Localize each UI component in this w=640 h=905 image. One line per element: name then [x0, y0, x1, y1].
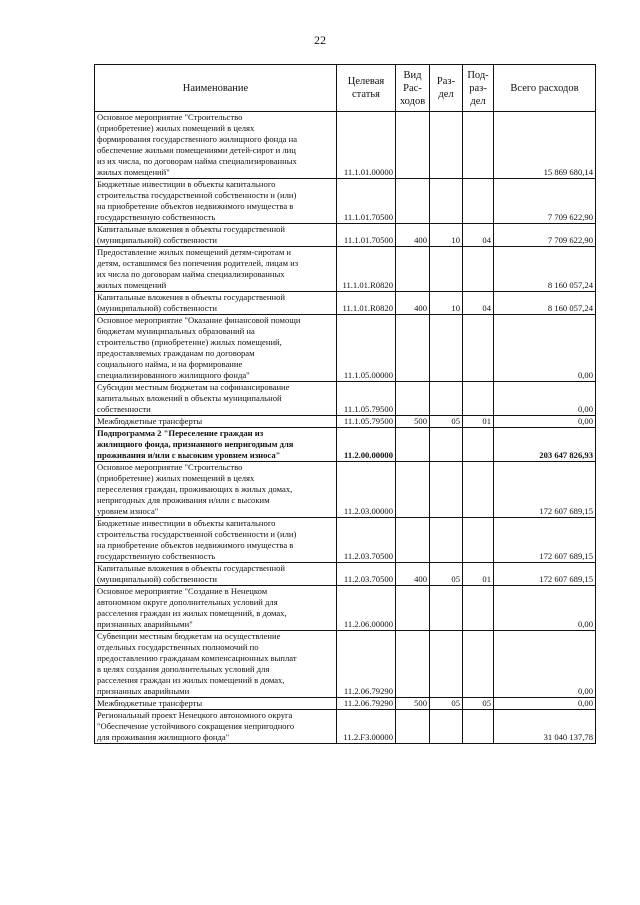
row-code-cell: 11.1.01.70500: [337, 224, 396, 247]
row-name-line: на приобретение объектов недвижимого имущества в: [97, 540, 294, 550]
row-name-line: для проживания жилищного фонда": [97, 732, 230, 742]
table-body: [95, 112, 596, 744]
header-section: [430, 65, 463, 112]
row-name-line: уровнем износа": [97, 506, 159, 516]
row-code-cell: 11.2.03.00000: [337, 462, 396, 518]
row-section-cell: [430, 428, 463, 462]
table-row: [95, 247, 596, 292]
row-name-line: детям, оставшимся без попечения родителей, лицам из: [97, 258, 299, 268]
table-row: [95, 416, 596, 428]
row-name-cell: [95, 315, 337, 382]
row-name-line: предоставляемых гражданам по договорам: [97, 348, 255, 358]
row-section-cell: [430, 586, 463, 631]
row-kind-cell: [396, 518, 430, 563]
row-name-cell: [95, 563, 337, 586]
row-kind-cell: [396, 382, 430, 416]
header-name: Наименование: [95, 65, 337, 112]
row-name-line: Бюджетные инвестиции в объекты капитального: [97, 518, 276, 528]
row-name-cell: [95, 416, 337, 428]
row-kind-cell: [396, 586, 430, 631]
row-subsection-cell: [463, 247, 494, 292]
row-name-line: Подпрограмма 2 "Переселение граждан из: [97, 428, 264, 438]
row-name-line: Бюджетные инвестиции в объекты капитального: [97, 179, 276, 189]
row-name-line: Основное мероприятие "Создание в Ненецком: [97, 586, 268, 596]
row-kind-cell: [396, 179, 430, 224]
row-total-cell: 172 607 689,15: [494, 563, 596, 586]
row-kind-cell: [396, 631, 430, 698]
row-subsection-cell: [463, 710, 494, 744]
row-subsection-cell: 01: [463, 563, 494, 586]
row-subsection-cell: 04: [463, 224, 494, 247]
row-total-cell: 8 160 057,24: [494, 292, 596, 315]
row-name-cell: [95, 428, 337, 462]
row-name-line: строительства государственной собственности и (или): [97, 529, 297, 539]
row-name-line: (муниципальной) собственности: [97, 574, 217, 584]
row-subsection-cell: 04: [463, 292, 494, 315]
row-code-cell: 11.1.05.00000: [337, 315, 396, 382]
row-name-line: (муниципальной) собственности: [97, 303, 217, 313]
row-name-line: Предоставление жилых помещений детям-сиротам и: [97, 247, 292, 257]
header-section-line: дел: [438, 89, 454, 100]
row-total-cell: 8 160 057,24: [494, 247, 596, 292]
row-subsection-cell: [463, 586, 494, 631]
header-section-line: Раз-: [436, 76, 456, 87]
row-subsection-cell: [463, 518, 494, 563]
row-section-cell: [430, 631, 463, 698]
table-row: [95, 631, 596, 698]
row-section-cell: 10: [430, 224, 463, 247]
header-kind-line: Вид: [403, 69, 422, 81]
row-code-cell: 11.1.01.R0820: [337, 247, 396, 292]
row-name-line: Капитальные вложения в объекты государственной: [97, 563, 285, 573]
table-header-row: [95, 65, 596, 112]
row-name-line: в целях создания дополнительных условий для: [97, 664, 270, 674]
row-total-cell: 7 709 622,90: [494, 224, 596, 247]
row-total-cell: 172 607 689,15: [494, 462, 596, 518]
row-subsection-cell: [463, 112, 494, 179]
row-name-line: (приобретение) жилых помещений в целях: [97, 473, 255, 483]
row-section-cell: [430, 112, 463, 179]
row-name-line: Межбюджетные трансферты: [97, 698, 203, 708]
row-code-cell: 11.2.06.79290: [337, 631, 396, 698]
row-total-cell: 15 869 680,14: [494, 112, 596, 179]
row-name-line: специализированного жилищного фонда": [97, 370, 250, 380]
row-code-cell: 11.1.01.70500: [337, 179, 396, 224]
row-section-cell: [430, 462, 463, 518]
header-kind: [396, 65, 430, 112]
budget-table: [94, 64, 596, 744]
row-kind-cell: [396, 710, 430, 744]
row-name-line: непригодных для проживания и/или с высоким: [97, 495, 270, 505]
row-name-line: Основное мероприятие "Строительство: [97, 462, 243, 472]
table-row: [95, 382, 596, 416]
row-section-cell: [430, 315, 463, 382]
row-subsection-cell: [463, 631, 494, 698]
table-row: [95, 224, 596, 247]
row-section-cell: 05: [430, 563, 463, 586]
row-name-line: строительства государственной собственности и (или): [97, 190, 297, 200]
header-code-line: статья: [352, 89, 380, 100]
row-name-line: их числа по договорам найма специализированных: [97, 269, 285, 279]
row-name-line: жилищного фонда, признанного непригодным для: [97, 439, 294, 449]
row-section-cell: 05: [430, 698, 463, 710]
page-number: 22: [314, 33, 326, 47]
row-name-line: Основное мероприятие "Строительство: [97, 112, 243, 122]
row-name-line: государственную собственность: [97, 212, 216, 222]
row-kind-cell: 400: [396, 292, 430, 315]
row-name-line: признанных аварийными: [97, 686, 190, 696]
row-name-line: Капитальные вложения в объекты государственной: [97, 292, 285, 302]
row-kind-cell: [396, 462, 430, 518]
row-kind-cell: [396, 247, 430, 292]
table-row: [95, 179, 596, 224]
row-total-cell: 172 607 689,15: [494, 518, 596, 563]
table-row: [95, 112, 596, 179]
row-name-line: предоставлению гражданам компенсационных выплат: [97, 653, 297, 663]
row-total-cell: 31 040 137,78: [494, 710, 596, 744]
table-row: [95, 292, 596, 315]
row-name-line: Основное мероприятие "Оказание финансовой помощи: [97, 315, 301, 325]
row-name-line: Субсидии местным бюджетам на софинансирование: [97, 382, 290, 392]
row-kind-cell: 400: [396, 224, 430, 247]
row-kind-cell: [396, 428, 430, 462]
row-total-cell: 0,00: [494, 382, 596, 416]
table-row: [95, 698, 596, 710]
row-section-cell: 10: [430, 292, 463, 315]
row-total-cell: 0,00: [494, 698, 596, 710]
row-name-line: расселения граждан из жилых помещений в домах,: [97, 675, 285, 685]
row-name-line: обеспечение жильми помещениями детей-сирот и лиц: [97, 145, 296, 155]
row-section-cell: 05: [430, 416, 463, 428]
table-row: [95, 428, 596, 462]
row-name-cell: [95, 292, 337, 315]
row-name-line: расселения граждан из жилых помещений, в домах,: [97, 608, 287, 618]
row-subsection-cell: [463, 382, 494, 416]
row-code-cell: 11.1.05.79500: [337, 416, 396, 428]
row-name-line: переселения граждан, проживающих в жилых домах,: [97, 484, 293, 494]
row-total-cell: 0,00: [494, 631, 596, 698]
row-name-line: на приобретение объектов недвижимого имущества в: [97, 201, 294, 211]
header-total: Всего расходов: [494, 65, 596, 112]
row-name-cell: [95, 462, 337, 518]
row-name-line: бюджетам муниципальных образований на: [97, 326, 255, 336]
row-total-cell: 0,00: [494, 315, 596, 382]
row-name-line: социального найма, и на формирование: [97, 359, 243, 369]
row-section-cell: [430, 710, 463, 744]
row-code-cell: 11.2.06.00000: [337, 586, 396, 631]
table-row: [95, 315, 596, 382]
row-name-cell: [95, 224, 337, 247]
row-subsection-cell: [463, 428, 494, 462]
row-name-line: проживания и/или с высоким уровнем износа": [97, 450, 281, 460]
row-code-cell: 11.1.05.79500: [337, 382, 396, 416]
row-total-cell: 203 647 826,93: [494, 428, 596, 462]
row-name-line: Субвенции местным бюджетам на осуществление: [97, 631, 281, 641]
row-name-line: (муниципальной) собственности: [97, 235, 217, 245]
row-code-cell: 11.2.F3.00000: [337, 710, 396, 744]
row-code-cell: 11.2.03.70500: [337, 563, 396, 586]
row-kind-cell: 500: [396, 698, 430, 710]
row-name-line: жилых помещений": [97, 167, 170, 177]
row-name-line: государственную собственность: [97, 551, 216, 561]
row-code-cell: 11.1.01.00000: [337, 112, 396, 179]
row-name-line: автономном округе дополнительных условий для: [97, 597, 278, 607]
header-code: [337, 65, 396, 112]
row-code-cell: 11.2.03.70500: [337, 518, 396, 563]
row-name-line: Капитальные вложения в объекты государственной: [97, 224, 285, 234]
row-subsection-cell: [463, 179, 494, 224]
row-name-line: собственности: [97, 404, 151, 414]
row-name-line: отдельных государственных полномочий по: [97, 642, 259, 652]
row-name-line: Региональный проект Ненецкого автономного округа: [97, 710, 293, 720]
header-code-line: Целевая: [347, 76, 385, 87]
row-kind-cell: 500: [396, 416, 430, 428]
row-name-cell: [95, 631, 337, 698]
row-name-line: "Обеспечение устойчивого сокращения непригодного: [97, 721, 295, 731]
row-kind-cell: [396, 315, 430, 382]
row-section-cell: [430, 179, 463, 224]
row-total-cell: 7 709 622,90: [494, 179, 596, 224]
table-row: [95, 586, 596, 631]
row-kind-cell: [396, 112, 430, 179]
table-row: [95, 563, 596, 586]
header-subsection-line: раз-: [469, 82, 487, 94]
row-name-cell: [95, 382, 337, 416]
header-kind-line: ходов: [399, 95, 426, 107]
row-code-cell: 11.2.00.00000: [337, 428, 396, 462]
header-subsection: [463, 65, 494, 112]
row-name-cell: [95, 710, 337, 744]
row-subsection-cell: [463, 315, 494, 382]
row-name-cell: [95, 179, 337, 224]
row-name-line: формирования государственного жилищного фонда на: [97, 134, 298, 144]
row-code-cell: 11.2.06.79290: [337, 698, 396, 710]
header-subsection-line: Под-: [467, 69, 489, 81]
row-subsection-cell: 01: [463, 416, 494, 428]
table-row: [95, 518, 596, 563]
row-subsection-cell: [463, 462, 494, 518]
table-row: [95, 462, 596, 518]
row-name-line: строительство (приобретение) жилых помещений,: [97, 337, 282, 347]
row-code-cell: 11.1.01.R0820: [337, 292, 396, 315]
row-name-cell: [95, 247, 337, 292]
header-subsection-line: дел: [470, 95, 486, 107]
row-section-cell: [430, 518, 463, 563]
row-total-cell: 0,00: [494, 586, 596, 631]
row-subsection-cell: 05: [463, 698, 494, 710]
row-name-line: капитальных вложений в объекты муниципальной: [97, 393, 282, 403]
row-name-cell: [95, 518, 337, 563]
row-total-cell: 0,00: [494, 416, 596, 428]
row-name-line: Межбюджетные трансферты: [97, 416, 203, 426]
row-kind-cell: 400: [396, 563, 430, 586]
row-section-cell: [430, 247, 463, 292]
row-name-line: из их числа, по договорам найма специализированных: [97, 156, 297, 166]
table-row: [95, 710, 596, 744]
row-name-cell: [95, 112, 337, 179]
row-name-cell: [95, 698, 337, 710]
row-name-cell: [95, 586, 337, 631]
row-name-line: признанных аварийными": [97, 619, 193, 629]
row-name-line: (приобретение) жилых помещений в целях: [97, 123, 255, 133]
header-kind-line: Рас-: [403, 82, 422, 94]
row-section-cell: [430, 382, 463, 416]
row-name-line: жилых помещений: [97, 280, 167, 290]
